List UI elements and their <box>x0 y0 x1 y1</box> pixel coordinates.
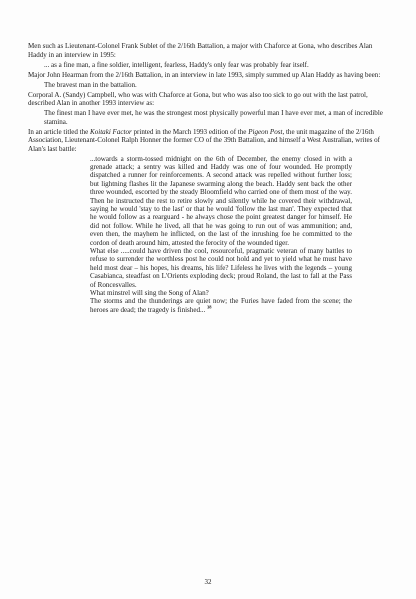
page-number: 32 <box>204 578 212 586</box>
quote-honner-ending-text: The storms and the thunderings are quiet now; the Furies have faded from the scene; the heroes are dead; the tragedy is finished... <box>90 297 352 314</box>
quote-honner <box>90 155 352 315</box>
honner-intro-text-3: , the unit magazine of the 2/16th Association, Lieutenant-Colonel Ralph Honner the former CO of the 39th Battalion, and himself a West Australian, writes of Alan's last battle: <box>28 127 380 153</box>
quote-hearman: The bravest man in the battalion. <box>44 80 137 89</box>
paragraph-hearman-intro: Major John Hearman from the 2/16th Battalion, in an interview in late 1993, simply summed up Alan Haddy as having been: <box>28 70 381 79</box>
magazine-title: Pigeon Post <box>248 127 283 136</box>
honner-intro-text-1: In an article titled the <box>28 127 91 136</box>
page-body <box>28 42 390 316</box>
paragraph-sublet-intro: Men such as Lieutenant-Colonel Frank Sublet of the 2/16th Battalion, a major with Chaforce at Gona, who describes Alan Haddy in an interview in 1995: <box>28 42 373 59</box>
quote-honner-minstrel: What minstrel will sing the Song of Alan? <box>90 289 209 297</box>
quote-campbell: The finest man I have ever met, he was the strongest most physically powerful man I have ever met, a man of incredible stamina. <box>44 109 383 126</box>
honner-intro-text-2: printed in the March 1993 edition of the <box>131 127 249 136</box>
paragraph-campbell-intro: Corporal A. (Sandy) Campbell, who was with Chaforce at Gona, but who was also too sick to go out with the last patrol, described Alan in another 1993 interview as: <box>28 90 368 107</box>
quote-honner-battle: ...towards a storm-tossed midnight on the 6th of December, the enemy closed in with a grenade attack; a sentry was killed and Haddy was one of four wounded. He promptly dispatched a runner for reinforcements. A second attack was repelled without further loss; but lightning flashes lit the Japanese swarming along the beach. Haddy sent back the other three wounded, escorted by the steady Bloomfield who carried one of them most of the way. Then he instructed the rest to retire slowly and silently while he covered their withdrawal, saying he would 'stay to the last' or that he would 'follow the last man'. They expected that he would follow as a rearguard - he always chose the point greatest danger for himself. He did not follow. While he lived, all that he was going to run out of was ammunition; and, even then, the mayhem he inflicted, on the last of the inrushing foe he committed to the cordon of death around him, attested the ferocity of the wounded tiger. <box>90 154 352 247</box>
quote-honner-ending <box>90 297 352 314</box>
quote-sublet: ... as a fine man, a fine soldier, intelligent, fearless, Haddy's only fear was probably fear itself. <box>44 60 309 69</box>
article-title: Koitaki Factor <box>90 127 132 136</box>
quote-honner-reflection: What else .....could have driven the cool, resourceful, pragmatic veteran of many battles to refuse to surrender the worthless post he could not hold and yet to yield what he must have held most dear – his hopes, his dreams, his life? Lifeless he lives with the legends – young Casabianca, steadfast on L'Orients exploding deck; proud Roland, the last to fall at the Pass of Roncesvalles. <box>90 246 352 289</box>
paragraph-honner-intro <box>28 128 390 154</box>
footnote-reference: 38 <box>207 304 212 310</box>
